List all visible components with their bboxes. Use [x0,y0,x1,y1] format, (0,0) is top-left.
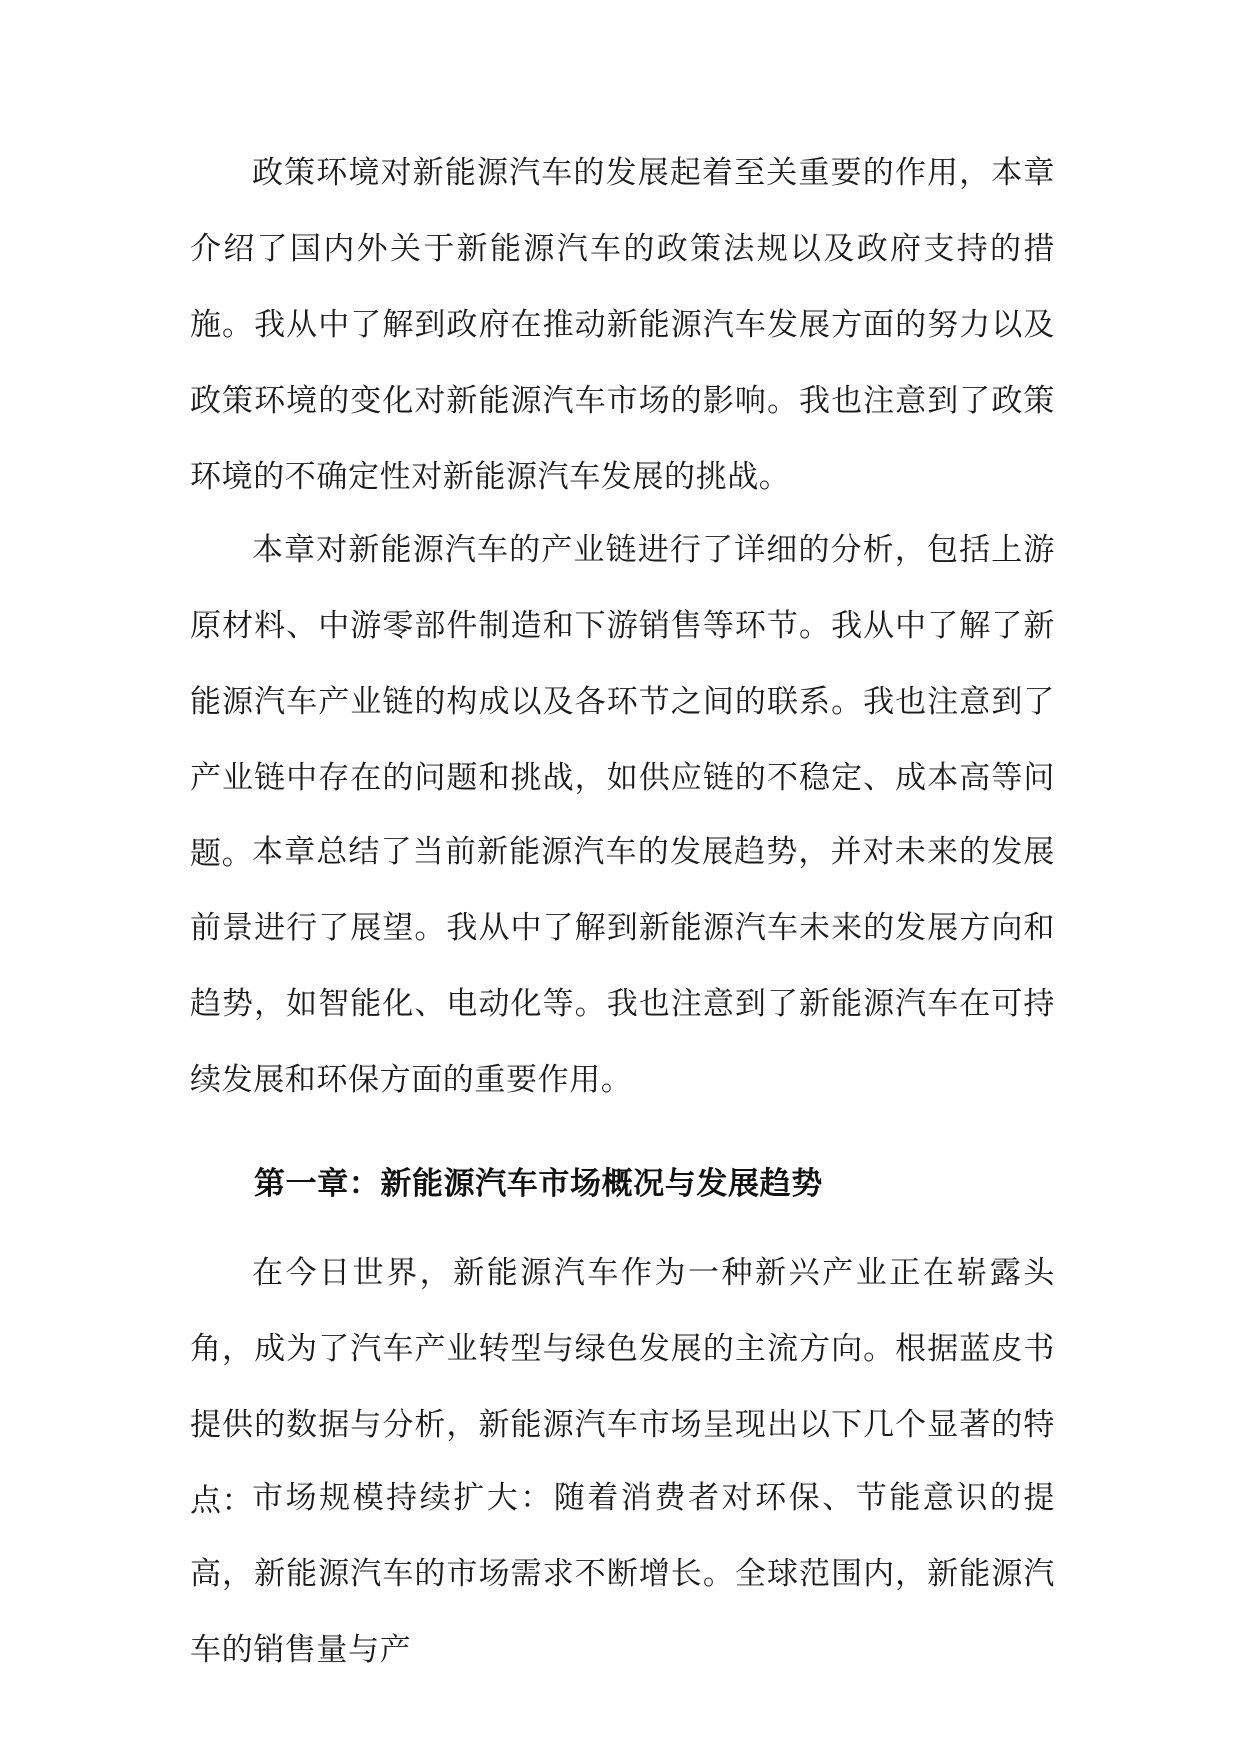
chapter-heading: 第一章：新能源汽车市场概况与发展趋势 [254,1166,823,1202]
paragraph-text: 政策环境对新能源汽车的发展起着至关重要的作用，本章介绍了国内外关于新能源汽车的政策法规以及政府支持的措施。我从中了解到政府在推动新能源汽车发展方面的努力以及政策环境的变化对新能源汽车市场的影响。我也注意到了政策环境的不确定性对新能源汽车发展的挑战。 [190,155,1055,495]
paragraph-text: 市场规模持续扩大：随着消费者对环保、节能意识的提高，新能源汽车的市场需求不断增长。全球范围内，新能源汽车的销售量与产 [190,1480,1055,1668]
paragraph-text: 在今日世界，新能源汽车作为一种新兴产业正在崭露头角，成为了汽车产业转型与绿色发展的主流方向。根据蓝皮书提供的数据与分析，新能源汽车市场呈现出以下几个显著的特点： [190,1255,1055,1519]
body-paragraph-policy [190,135,1055,515]
paragraph-text: 本章总结了当前新能源汽车的发展趋势，并对未来的发展前景进行了展望。我从中了解到新能源汽车未来的发展方向和趋势，如智能化、电动化等。我也注意到了新能源汽车在可持续发展和环保方面的重要作用。 [190,834,1055,1098]
body-paragraph-trends [190,814,1055,1118]
body-paragraph-market-scale [190,1460,1055,1688]
paragraph-text: 本章对新能源汽车的产业链进行了详细的分析，包括上游原材料、中游零部件制造和下游销售等环节。我从中了解了新能源汽车产业链的构成以及各环节之间的联系。我也注意到了产业链中存在的问题和挑战，如供应链的不稳定、成本高等问题。 [190,532,1055,872]
